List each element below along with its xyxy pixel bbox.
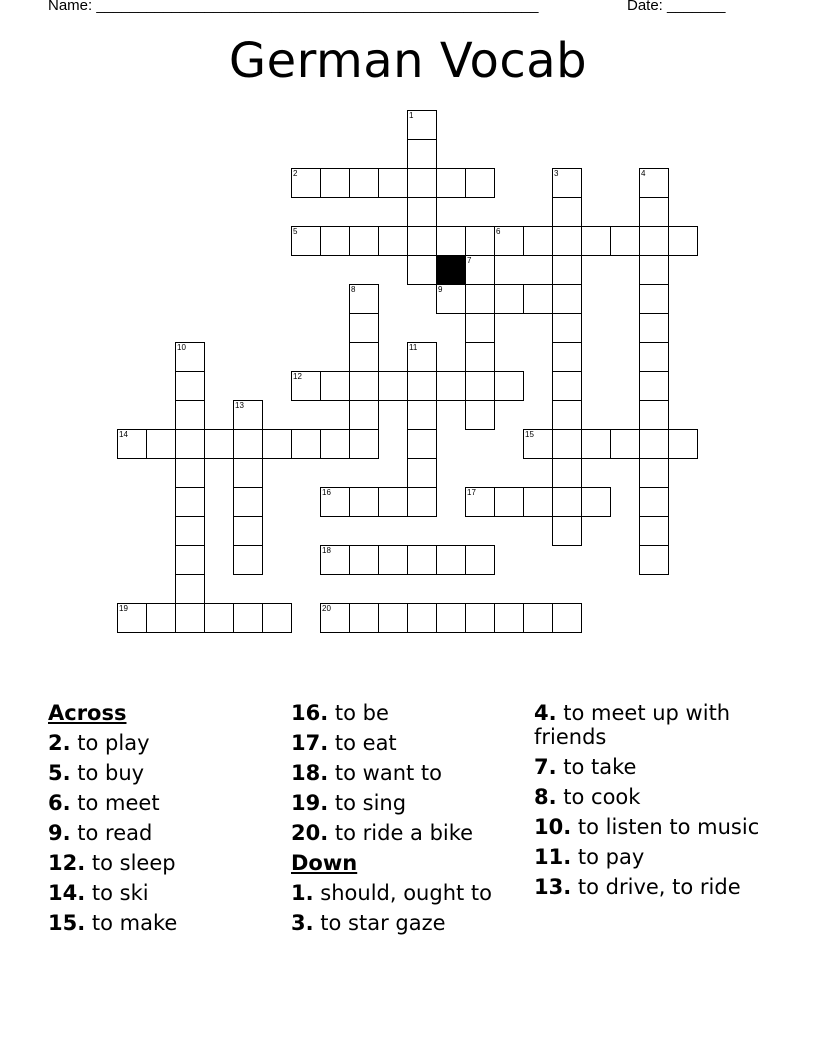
crossword-grid — [117, 110, 699, 635]
down-clue: 10. to listen to music — [534, 815, 760, 839]
crossword-cell[interactable] — [378, 226, 408, 256]
clue-column-1 — [48, 701, 278, 941]
clue-number: 18 — [322, 546, 331, 555]
across-clue: 12. to sleep — [48, 851, 176, 875]
down-clue: 3. to star gaze — [291, 911, 446, 935]
crossword-cell[interactable] — [233, 603, 263, 633]
crossword-cell[interactable] — [117, 603, 147, 633]
across-clue: 19. to sing — [291, 791, 407, 815]
crossword-cell[interactable] — [523, 284, 553, 314]
crossword-cell[interactable] — [407, 168, 437, 198]
crossword-cell[interactable] — [407, 139, 437, 169]
crossword-cell[interactable] — [175, 603, 205, 633]
crossword-cell[interactable] — [465, 284, 495, 314]
crossword-cell[interactable] — [291, 168, 321, 198]
clue-number: 8 — [351, 285, 356, 294]
clue-number: 15 — [525, 430, 534, 439]
clue-number: 3 — [554, 169, 559, 178]
across-clue: 14. to ski — [48, 881, 149, 905]
crossword-cell[interactable] — [204, 429, 234, 459]
crossword-cell[interactable] — [378, 487, 408, 517]
clue-number: 1 — [409, 111, 414, 120]
crossword-cell[interactable] — [436, 226, 466, 256]
crossword-cell[interactable] — [204, 603, 234, 633]
crossword-cell[interactable] — [175, 400, 205, 430]
crossword-cell[interactable] — [175, 458, 205, 488]
crossword-cell[interactable] — [262, 429, 292, 459]
crossword-cell[interactable] — [639, 516, 669, 546]
crossword-cell[interactable] — [465, 603, 495, 633]
crossword-cell[interactable] — [465, 313, 495, 343]
crossword-cell[interactable] — [552, 255, 582, 285]
crossword-cell[interactable] — [378, 168, 408, 198]
crossword-cell[interactable] — [407, 603, 437, 633]
name-field-line[interactable]: Name: _____________________________________________________ — [48, 0, 539, 14]
across-heading: Across — [48, 701, 127, 725]
crossword-cell[interactable] — [146, 603, 176, 633]
crossword-cell[interactable] — [262, 603, 292, 633]
down-clue: 7. to take — [534, 755, 637, 779]
crossword-cell[interactable] — [436, 603, 466, 633]
crossword-cell[interactable] — [436, 284, 466, 314]
black-cell — [436, 255, 466, 285]
crossword-cell[interactable] — [639, 487, 669, 517]
crossword-cell[interactable] — [175, 574, 205, 604]
crossword-cell[interactable] — [117, 429, 147, 459]
crossword-cell[interactable] — [233, 545, 263, 575]
crossword-cell[interactable] — [639, 400, 669, 430]
crossword-cell[interactable] — [378, 545, 408, 575]
crossword-cell[interactable] — [465, 168, 495, 198]
across-clue: 9. to read — [48, 821, 153, 845]
crossword-cell[interactable] — [291, 429, 321, 459]
crossword-cell[interactable] — [552, 400, 582, 430]
crossword-cell[interactable] — [349, 284, 379, 314]
crossword-cell[interactable] — [349, 545, 379, 575]
crossword-cell[interactable] — [552, 458, 582, 488]
crossword-cell[interactable] — [610, 226, 640, 256]
crossword-cell[interactable] — [233, 516, 263, 546]
crossword-cell[interactable] — [407, 197, 437, 227]
crossword-cell[interactable] — [465, 371, 495, 401]
crossword-cell[interactable] — [407, 226, 437, 256]
crossword-cell[interactable] — [349, 342, 379, 372]
across-clue: 2. to play — [48, 731, 150, 755]
crossword-cell[interactable] — [407, 458, 437, 488]
across-clue: 20. to ride a bike — [291, 821, 474, 845]
crossword-cell[interactable] — [581, 429, 611, 459]
crossword-cell[interactable] — [349, 603, 379, 633]
crossword-cell[interactable] — [552, 371, 582, 401]
clue-number: 14 — [119, 430, 128, 439]
crossword-cell[interactable] — [639, 255, 669, 285]
crossword-cell[interactable] — [639, 458, 669, 488]
crossword-cell[interactable] — [175, 371, 205, 401]
clue-number: 11 — [409, 343, 418, 352]
across-clue: 18. to want to — [291, 761, 442, 785]
clue-number: 17 — [467, 488, 476, 497]
crossword-cell[interactable] — [581, 487, 611, 517]
crossword-cell[interactable] — [320, 168, 350, 198]
crossword-cell[interactable] — [320, 226, 350, 256]
clue-number: 20 — [322, 604, 331, 613]
crossword-cell[interactable] — [639, 168, 669, 198]
crossword-cell[interactable] — [349, 313, 379, 343]
clue-column-2 — [291, 701, 526, 941]
crossword-cell[interactable] — [552, 487, 582, 517]
crossword-cell[interactable] — [233, 487, 263, 517]
crossword-cell[interactable] — [523, 603, 553, 633]
crossword-cell[interactable] — [349, 371, 379, 401]
crossword-cell[interactable] — [639, 342, 669, 372]
crossword-cell[interactable] — [668, 226, 698, 256]
clue-number: 4 — [641, 169, 646, 178]
date-field-line[interactable]: Date: _______ — [627, 0, 726, 14]
crossword-cell[interactable] — [233, 458, 263, 488]
crossword-cell[interactable] — [552, 429, 582, 459]
crossword-cell[interactable] — [407, 110, 437, 140]
crossword-cell[interactable] — [175, 342, 205, 372]
crossword-cell[interactable] — [494, 603, 524, 633]
crossword-cell[interactable] — [320, 487, 350, 517]
crossword-cell[interactable] — [465, 545, 495, 575]
crossword-cell[interactable] — [349, 226, 379, 256]
puzzle-title: German Vocab — [228, 33, 588, 89]
clue-number: 2 — [293, 169, 298, 178]
crossword-cell[interactable] — [233, 429, 263, 459]
crossword-cell[interactable] — [291, 371, 321, 401]
crossword-cell[interactable] — [639, 197, 669, 227]
crossword-cell[interactable] — [407, 342, 437, 372]
clue-number: 19 — [119, 604, 128, 613]
crossword-cell[interactable] — [320, 545, 350, 575]
crossword-cell[interactable] — [581, 226, 611, 256]
crossword-cell[interactable] — [639, 545, 669, 575]
crossword-cell[interactable] — [407, 371, 437, 401]
down-clue: 13. to drive, to ride — [534, 875, 741, 899]
crossword-cell[interactable] — [639, 429, 669, 459]
crossword-cell[interactable] — [407, 255, 437, 285]
crossword-cell[interactable] — [465, 400, 495, 430]
crossword-cell[interactable] — [233, 400, 263, 430]
crossword-cell[interactable] — [465, 487, 495, 517]
crossword-cell[interactable] — [436, 545, 466, 575]
crossword-cell[interactable] — [320, 371, 350, 401]
down-heading: Down — [291, 851, 358, 875]
crossword-cell[interactable] — [639, 284, 669, 314]
across-clue: 5. to buy — [48, 761, 145, 785]
crossword-cell[interactable] — [552, 197, 582, 227]
crossword-cell[interactable] — [378, 603, 408, 633]
crossword-cell[interactable] — [552, 284, 582, 314]
clue-number: 6 — [496, 227, 501, 236]
crossword-cell[interactable] — [175, 516, 205, 546]
crossword-cell[interactable] — [523, 226, 553, 256]
crossword-cell[interactable] — [494, 226, 524, 256]
crossword-cell[interactable] — [552, 226, 582, 256]
crossword-cell[interactable] — [639, 371, 669, 401]
across-clue: 17. to eat — [291, 731, 397, 755]
across-clue: 6. to meet — [48, 791, 160, 815]
crossword-cell[interactable] — [175, 487, 205, 517]
crossword-cell[interactable] — [291, 226, 321, 256]
crossword-cell[interactable] — [523, 487, 553, 517]
crossword-cell[interactable] — [175, 545, 205, 575]
crossword-cell[interactable] — [349, 487, 379, 517]
crossword-cell[interactable] — [668, 429, 698, 459]
clue-number: 13 — [235, 401, 244, 410]
crossword-cell[interactable] — [146, 429, 176, 459]
crossword-cell[interactable] — [552, 342, 582, 372]
crossword-cell[interactable] — [378, 371, 408, 401]
crossword-cell[interactable] — [639, 313, 669, 343]
crossword-cell[interactable] — [465, 342, 495, 372]
clue-number: 10 — [177, 343, 186, 352]
down-clue: 8. to cook — [534, 785, 641, 809]
across-clue: 15. to make — [48, 911, 178, 935]
clue-column-3 — [534, 701, 774, 905]
crossword-cell[interactable] — [494, 487, 524, 517]
crossword-cell[interactable] — [552, 603, 582, 633]
crossword-cell[interactable] — [465, 255, 495, 285]
crossword-cell[interactable] — [552, 168, 582, 198]
crossword-cell[interactable] — [639, 226, 669, 256]
crossword-cell[interactable] — [320, 603, 350, 633]
crossword-cell[interactable] — [523, 429, 553, 459]
crossword-cell[interactable] — [349, 400, 379, 430]
down-clue: 11. to pay — [534, 845, 645, 869]
crossword-cell[interactable] — [407, 487, 437, 517]
crossword-cell[interactable] — [436, 168, 466, 198]
clue-number: 5 — [293, 227, 298, 236]
crossword-cell[interactable] — [349, 429, 379, 459]
down-clue: 1. should, ought to — [291, 881, 492, 905]
crossword-cell[interactable] — [407, 429, 437, 459]
clue-number: 12 — [293, 372, 302, 381]
crossword-cell[interactable] — [465, 226, 495, 256]
crossword-cell[interactable] — [349, 168, 379, 198]
crossword-cell[interactable] — [175, 429, 205, 459]
across-clue: 16. to be — [291, 701, 389, 725]
crossword-cell[interactable] — [610, 429, 640, 459]
crossword-cell[interactable] — [552, 313, 582, 343]
crossword-cell[interactable] — [407, 400, 437, 430]
down-clue: 4. to meet up with friends — [534, 701, 731, 749]
crossword-cell[interactable] — [436, 371, 466, 401]
crossword-cell[interactable] — [552, 516, 582, 546]
crossword-cell[interactable] — [494, 284, 524, 314]
crossword-cell[interactable] — [407, 545, 437, 575]
crossword-cell[interactable] — [320, 429, 350, 459]
clue-number: 7 — [467, 256, 472, 265]
clue-number: 9 — [438, 285, 443, 294]
clue-number: 16 — [322, 488, 331, 497]
crossword-cell[interactable] — [494, 371, 524, 401]
